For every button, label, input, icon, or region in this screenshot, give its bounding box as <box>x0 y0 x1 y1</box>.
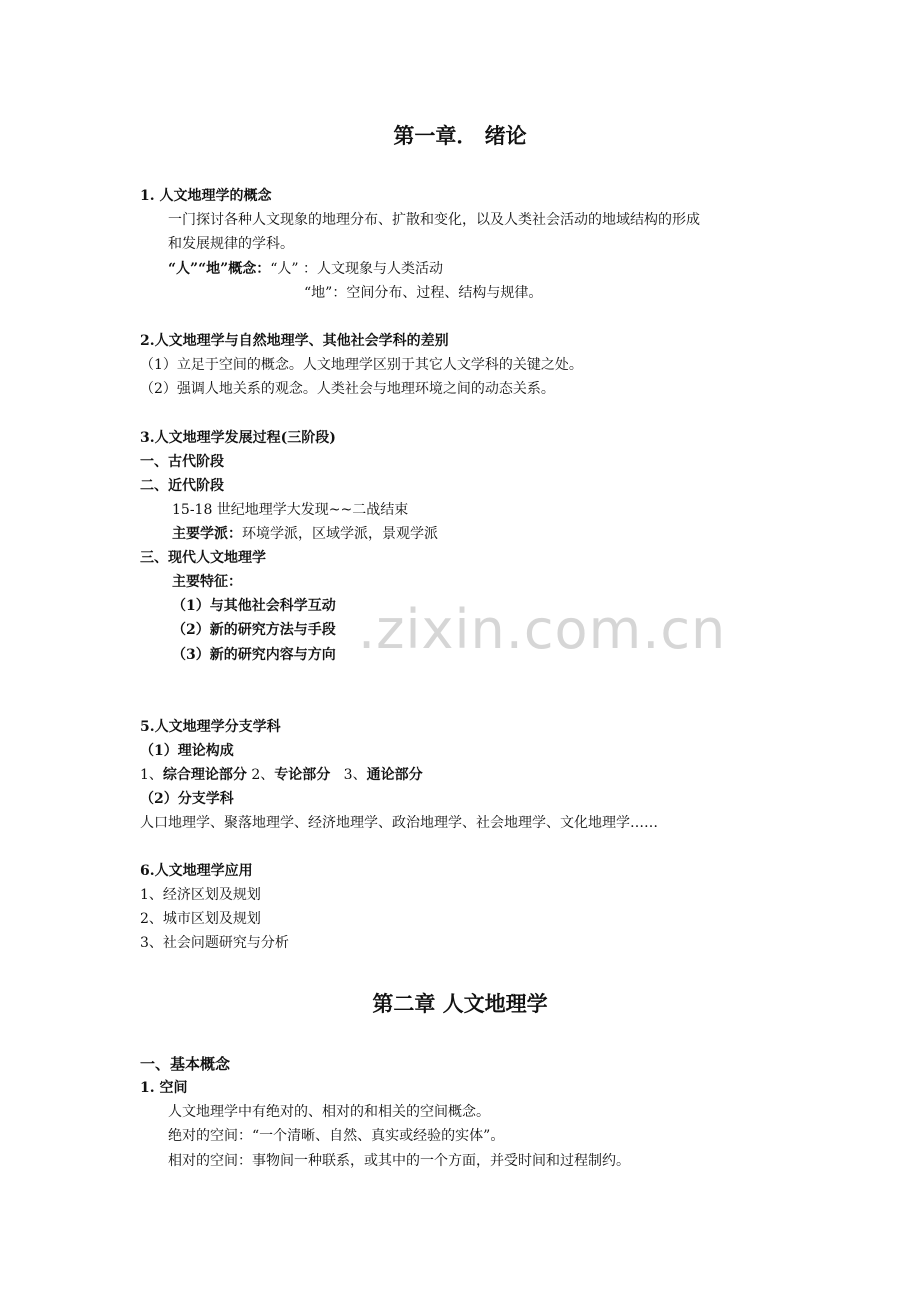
di-definition: “地”：空间分布、过程、结构与规律。 <box>304 285 543 301</box>
feature-2: （2）新的研究方法与手段 <box>172 622 336 638</box>
section-6-heading: 6.人文地理学应用 <box>140 863 253 879</box>
branch-disciplines-list: 人口地理学、聚落地理学、经济地理学、政治地理学、社会地理学、文化地理学…… <box>140 815 658 831</box>
space-heading: 1. 空间 <box>140 1080 188 1096</box>
application-item: 2、城市区划及规划 <box>140 911 261 927</box>
part-1-num: 1、 <box>140 767 163 783</box>
schools-list: 环境学派，区域学派，景观学派 <box>242 526 438 542</box>
main-schools <box>172 524 438 544</box>
feature-1: （1）与其他社会科学互动 <box>172 598 336 614</box>
difference-point-2: （2）强调人地关系的观念。人类社会与地理环境之间的动态关系。 <box>140 381 555 397</box>
stage-modern: 二、近代阶段 <box>140 478 224 494</box>
application-item: 3、社会问题研究与分析 <box>140 935 289 951</box>
space-line: 绝对的空间：“一个清晰、自然、真实或经验的实体”。 <box>168 1128 505 1144</box>
definition-line-1: 一门探讨各种人文现象的地理分布、扩散和变化，以及人类社会活动的地域结构的形成 <box>168 212 700 228</box>
basic-concepts-heading: 一、基本概念 <box>140 1055 231 1073</box>
stage-contemporary: 三、现代人文地理学 <box>140 550 266 566</box>
features-label: 主要特征： <box>172 574 242 590</box>
ren-definition: “人” ：人文现象与人类活动 <box>270 261 443 277</box>
ren-di-concept <box>168 259 443 279</box>
schools-label: 主要学派： <box>172 526 242 542</box>
space-line: 相对的空间：事物间一种联系，或其中的一个方面，并受时间和过程制约。 <box>168 1153 630 1169</box>
part-1-label: 综合理论部分 <box>162 767 247 783</box>
section-2-heading: 2.人文地理学与自然地理学、其他社会学科的差别 <box>140 333 449 349</box>
space-line: 人文地理学中有绝对的、相对的和相关的空间概念。 <box>168 1104 490 1120</box>
branch-disciplines-label: （2）分支学科 <box>140 791 234 807</box>
definition-line-2: 和发展规律的学科。 <box>168 236 294 252</box>
part-2-label: 专论部分 <box>274 767 331 783</box>
application-item: 1、经济区划及规划 <box>140 887 261 903</box>
chapter-1-title: 第一章． 绪论 <box>393 123 527 148</box>
chapter-2-title: 第二章 人文地理学 <box>372 991 548 1016</box>
feature-3: （3）新的研究内容与方向 <box>172 647 336 663</box>
part-3-num: 3、 <box>343 767 367 783</box>
section-1-heading: 1. 人文地理学的概念 <box>140 188 272 204</box>
section-3-heading: 3.人文地理学发展过程(三阶段) <box>140 430 336 446</box>
watermark: .zixin.com.cn <box>358 598 727 661</box>
part-3-label: 通论部分 <box>366 767 423 783</box>
part-2-num: 2、 <box>251 767 275 783</box>
stage-ancient: 一、古代阶段 <box>140 454 224 470</box>
modern-stage-period: 15-18 世纪地理学大发现~~二战结束 <box>172 502 409 518</box>
section-5-heading: 5.人文地理学分支学科 <box>140 719 281 735</box>
theory-parts <box>140 765 423 785</box>
difference-point-1: （1）立足于空间的概念。人文地理学区别于其它人文学科的关键之处。 <box>140 357 583 373</box>
theory-structure: （1）理论构成 <box>140 743 234 759</box>
concept-label: “人”“地”概念： <box>168 261 271 277</box>
